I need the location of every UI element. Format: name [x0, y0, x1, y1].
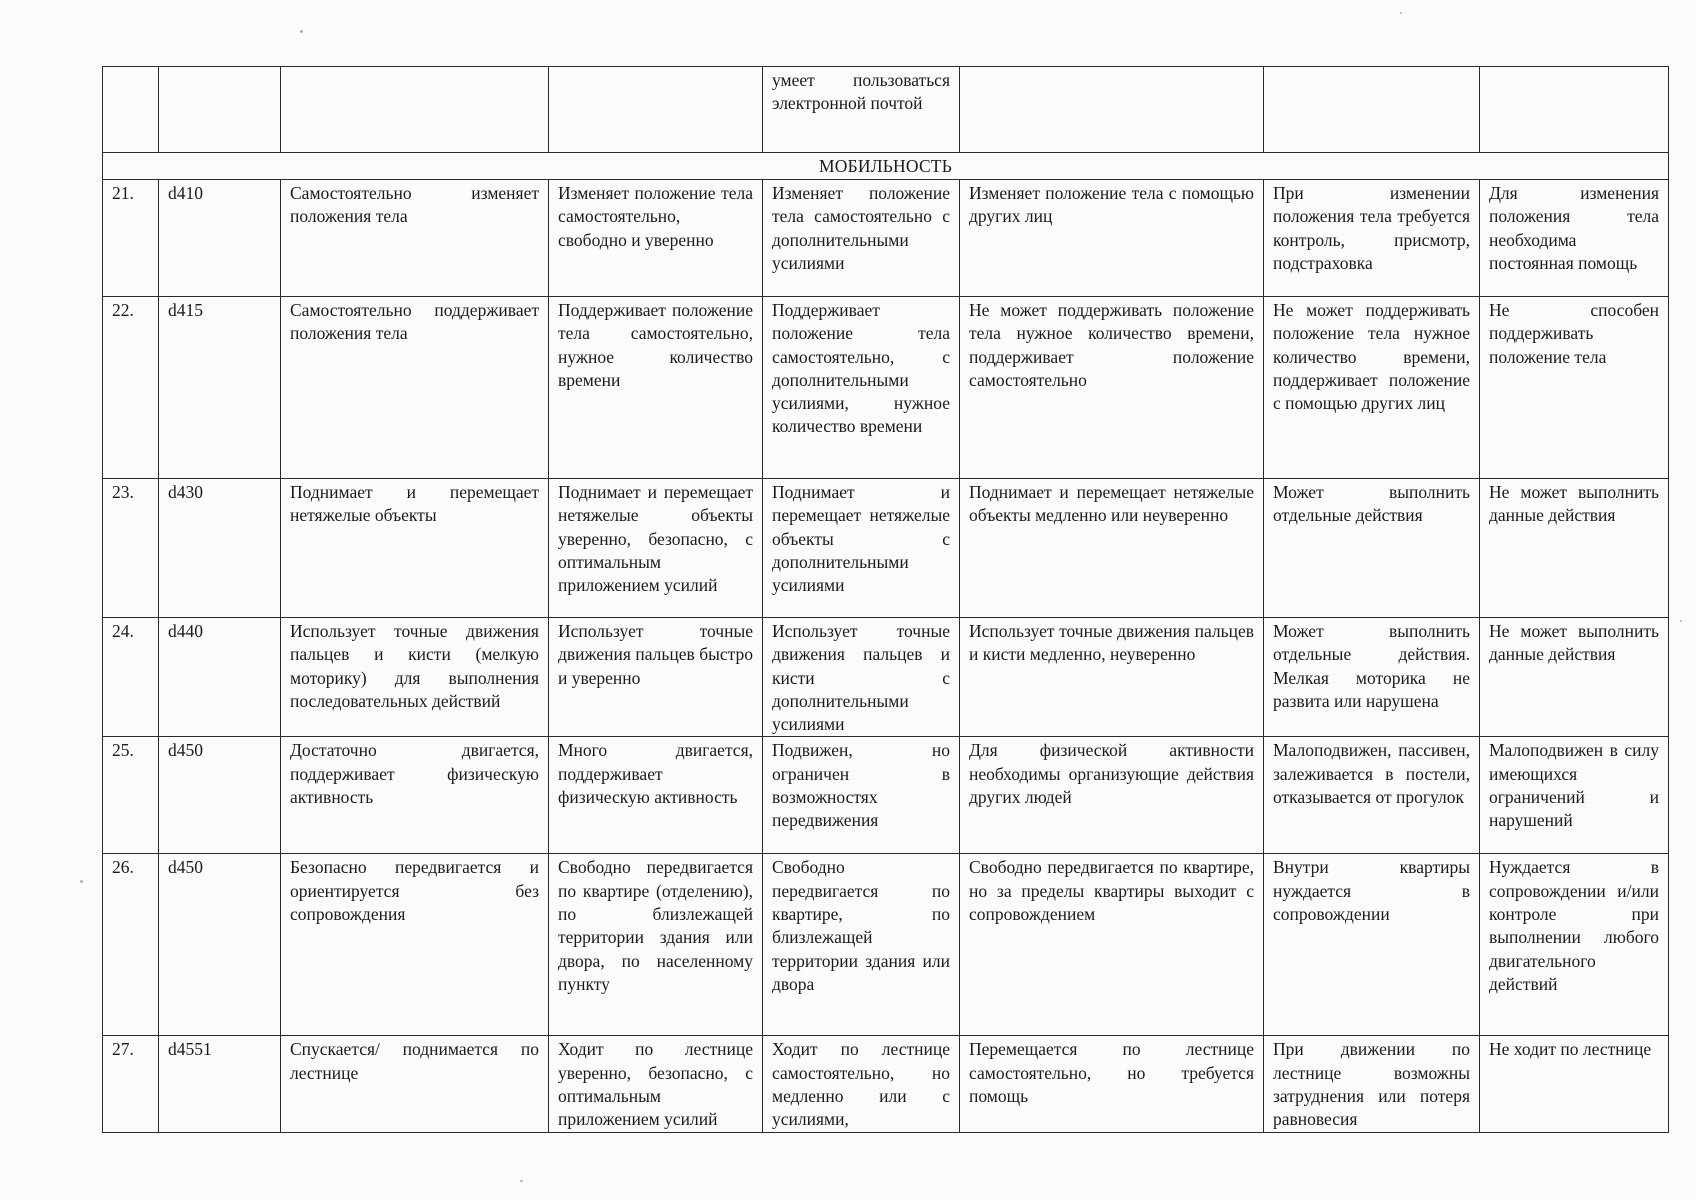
- icf-code: d410: [159, 180, 281, 297]
- icf-code: d450: [159, 737, 281, 854]
- level-4: Не способен поддерживать положение тела: [1480, 297, 1669, 479]
- level-1: Поддерживает положение тела самостоятельно, с дополнительными усилиями, нужное количество времени: [763, 297, 960, 479]
- activity-description: Спускается/ поднимается по лестнице: [281, 1036, 549, 1132]
- icf-code: d440: [159, 618, 281, 737]
- activity-description: Использует точные движения пальцев и кисти (мелкую моторику) для выполнения последовательных действий: [281, 618, 549, 737]
- level-4: Нуждается в сопровождении и/или контроле при выполнении любого двигательного действий: [1480, 854, 1669, 1036]
- level-2: Для физической активности необходимы организующие действия других людей: [960, 737, 1264, 854]
- row-number: [103, 67, 159, 153]
- row-number: 23.: [103, 479, 159, 618]
- table-row: [103, 854, 1669, 1036]
- row-number: 24.: [103, 618, 159, 737]
- level-4: Не ходит по лестнице: [1480, 1036, 1669, 1132]
- activity-description: Поднимает и перемещает нетяжелые объекты: [281, 479, 549, 618]
- level-3: [1264, 67, 1480, 153]
- assessment-table: [102, 66, 1669, 1133]
- level-full: Использует точные движения пальцев быстро и уверенно: [549, 618, 763, 737]
- level-full: Изменяет положение тела самостоятельно, свободно и уверенно: [549, 180, 763, 297]
- level-3: Внутри квартиры нуждается в сопровождении: [1264, 854, 1480, 1036]
- table-row: [103, 737, 1669, 854]
- row-number: 22.: [103, 297, 159, 479]
- row-number: 25.: [103, 737, 159, 854]
- level-4: Малоподвижен в силу имеющихся ограничений и нарушений: [1480, 737, 1669, 854]
- table-row-continued: [103, 67, 1669, 153]
- level-2: [960, 67, 1264, 153]
- level-1: Подвижен, но ограничен в возможностях передвижения: [763, 737, 960, 854]
- icf-code: d415: [159, 297, 281, 479]
- level-3: При движении по лестнице возможны затруднения или потеря равновесия: [1264, 1036, 1480, 1132]
- activity-description: Самостоятельно поддерживает положения тела: [281, 297, 549, 479]
- level-3: Может выполнить отдельные действия. Мелкая моторика не развита или нарушена: [1264, 618, 1480, 737]
- level-2: Изменяет положение тела с помощью других лиц: [960, 180, 1264, 297]
- level-2: Свободно передвигается по квартире, но за пределы квартиры выходит с сопровождением: [960, 854, 1264, 1036]
- level-3: При изменении положения тела требуется контроль, присмотр, подстраховка: [1264, 180, 1480, 297]
- scan-noise: [520, 1180, 523, 1182]
- scan-noise: [80, 880, 83, 883]
- activity-description: Достаточно двигается, поддерживает физическую активность: [281, 737, 549, 854]
- icf-code: [159, 67, 281, 153]
- level-full: Свободно передвигается по квартире (отделению), по близлежащей территории здания или двора, по населенному пункту: [549, 854, 763, 1036]
- table-row: [103, 618, 1669, 737]
- icf-code: d4551: [159, 1036, 281, 1132]
- activity-description: Самостоятельно изменяет положения тела: [281, 180, 549, 297]
- level-full: Поддерживает положение тела самостоятельно, нужное количество времени: [549, 297, 763, 479]
- table-body: [103, 180, 1669, 1133]
- activity-description: Безопасно передвигается и ориентируется без сопровождения: [281, 854, 549, 1036]
- table-row: [103, 1036, 1669, 1132]
- row-number: 27.: [103, 1036, 159, 1132]
- level-1: Ходит по лестнице самостоятельно, но медленно или с усилиями,: [763, 1036, 960, 1132]
- level-2: Поднимает и перемещает нетяжелые объекты медленно или неуверенно: [960, 479, 1264, 618]
- scan-noise: [1400, 12, 1402, 14]
- level-4: [1480, 67, 1669, 153]
- row-number: 21.: [103, 180, 159, 297]
- table-row: [103, 180, 1669, 297]
- level-4: Для изменения положения тела необходима постоянная помощь: [1480, 180, 1669, 297]
- icf-code: d430: [159, 479, 281, 618]
- level-1: Свободно передвигается по квартире, по близлежащей территории здания или двора: [763, 854, 960, 1036]
- level-full: Ходит по лестнице уверенно, безопасно, с оптимальным приложением усилий: [549, 1036, 763, 1132]
- row-number: 26.: [103, 854, 159, 1036]
- level-1: Изменяет положение тела самостоятельно с дополнительными усилиями: [763, 180, 960, 297]
- level-3: Не может поддерживать положение тела нужное количество времени, поддерживает положение с помощью других лиц: [1264, 297, 1480, 479]
- level-2: Использует точные движения пальцев и кисти медленно, неуверенно: [960, 618, 1264, 737]
- scan-noise: [300, 30, 303, 33]
- level-full: Много двигается, поддерживает физическую активность: [549, 737, 763, 854]
- activity-description: [281, 67, 549, 153]
- section-header-row: [103, 153, 1669, 180]
- level-4: Не может выполнить данные действия: [1480, 479, 1669, 618]
- table-row: [103, 297, 1669, 479]
- level-1: Поднимает и перемещает нетяжелые объекты с дополнительными усилиями: [763, 479, 960, 618]
- level-1: Использует точные движения пальцев и кисти с дополнительными усилиями: [763, 618, 960, 737]
- level-1: умеет пользоваться электронной почтой: [763, 67, 960, 153]
- level-3: Может выполнить отдельные действия: [1264, 479, 1480, 618]
- level-3: Малоподвижен, пассивен, залеживается в постели, отказывается от прогулок: [1264, 737, 1480, 854]
- section-title: МОБИЛЬНОСТЬ: [103, 153, 1669, 180]
- level-full: Поднимает и перемещает нетяжелые объекты уверенно, безопасно, с оптимальным приложением усилий: [549, 479, 763, 618]
- icf-code: d450: [159, 854, 281, 1036]
- level-4: Не может выполнить данные действия: [1480, 618, 1669, 737]
- level-2: Не может поддерживать положение тела нужное количество времени, поддерживает положение самостоятельно: [960, 297, 1264, 479]
- level-full: [549, 67, 763, 153]
- table-row: [103, 479, 1669, 618]
- level-2: Перемещается по лестнице самостоятельно, но требуется помощь: [960, 1036, 1264, 1132]
- scan-noise: [1680, 620, 1682, 622]
